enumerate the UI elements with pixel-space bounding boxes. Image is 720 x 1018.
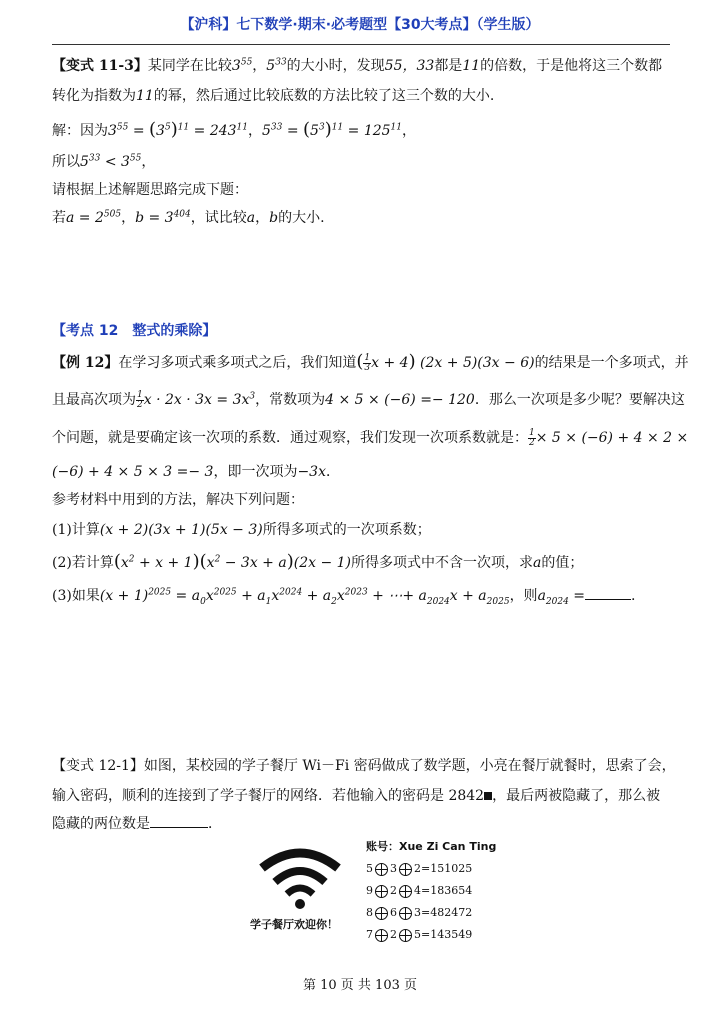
variant-12-1-line-1 [52,756,676,776]
circled-plus-icon [375,885,388,898]
cipher-equation [366,906,472,920]
math-fragment: 11 [136,88,154,104]
eq-digit: 9 [366,884,373,897]
math-fragment: 55，33 [384,58,435,74]
circled-plus-icon [399,863,412,876]
text-fragment: 在学习多项式乘多项式之后，我们知道 [118,355,357,371]
eq-result: 4=183654 [414,884,473,897]
eq-digit: 2 [390,884,397,897]
circled-plus-icon [399,907,412,920]
text-fragment: (2)若计算 [52,555,114,571]
text-fragment: ， [252,58,267,74]
text-fragment: 输入密码，顺利的连接到了学子餐厅的网络．若他输入的密码是 2842 [52,788,485,804]
example-12-question-1: (1)计算(x + 2)(3x + 1)(5x − 3)所得多项式的一次项系数； [52,522,431,538]
document-header: 【沪科】七下数学·期末·必考题型【30大考点】（学生版） [180,17,540,33]
cipher-equation [366,862,472,876]
answer-blank[interactable] [585,587,631,600]
example-12-line-1: 【例 12】在学习多项式乘多项式之后，我们知道( $\frac{1}{3}$ x + 4) (2x + 5)(3x − 6)的结果是一个多项式，并 [52,351,689,373]
example-12-question-2: (2)若计算$(x^2 + x + 1)(x^2 - 3x + a)(2x - 1)$所得多项式中不含一次项，求a的值； [52,551,584,572]
variant-11-3-label: 【变式 11-3】 [52,58,148,74]
text-fragment: ，试比较 [190,210,247,226]
text-fragment: ． [326,464,340,480]
variant-12-1-line-3 [52,814,222,834]
circled-plus-icon [375,929,388,942]
text-fragment: ，即一次项为 [213,464,298,480]
math-fragment: a [246,210,256,226]
eq-result: 2=151025 [414,862,473,875]
text-fragment: ， [121,210,136,226]
text-fragment: ，则 [509,588,538,604]
header-divider [52,44,670,45]
wifi-account: 账号：Xue Zi Can Ting [366,840,497,853]
text-fragment: 都是 [434,58,463,74]
variant-11-3-line-2 [52,86,494,106]
text-fragment: 所得多项式的一次项系数； [262,522,431,538]
text-fragment: 的结果是一个多项式，并 [534,355,689,371]
text-fragment: 所得多项式中不含一次项，求 [351,555,534,571]
eq-result: 3=482472 [414,906,473,919]
example-12-label: 【例 12】 [52,355,119,371]
section-title-12: 【考点 12 整式的乘除】 [52,323,217,339]
figure-caption: 学子餐厅欢迎你！ [250,918,338,931]
circled-plus-icon [375,863,388,876]
variant-11-3-prompt: 请根据上述解题思路完成下题： [52,182,248,198]
wifi-icon [258,844,342,910]
eq-digit: 2 [390,928,397,941]
answer-blank[interactable] [150,815,208,828]
text-fragment: 转化为指数为 [52,88,136,104]
text-fragment: ， [255,210,270,226]
text-fragment: . [631,588,636,604]
so-label: 所以 [52,154,80,170]
cipher-equation [366,884,472,898]
example-12-line-5: 参考材料中用到的方法，解决下列问题： [52,492,304,508]
text-fragment: (3)如果 [52,588,100,604]
solution-label: 解：因为 [52,123,108,139]
example-12-question-3: (3)如果$(x + 1)^{2025} = a_0x^{2025} + a_1x^{2024} + a_2x^{2023}$ + ⋯+ $a_{2024}x + a_{2025}$，则$a_{2024}$ = . [52,587,636,607]
math-fragment: 11 [462,58,481,74]
cipher-equation [366,928,472,942]
text-fragment: ，最后两被隐藏了，那么被 [492,788,661,804]
math-fragment: b [269,210,279,226]
text-fragment: 某同学在比较 [147,58,232,74]
text-fragment: 的大小时，发现 [286,58,385,74]
math-fragment: a [533,555,542,571]
text-fragment: (1)计算 [52,522,100,538]
text-fragment: 的值； [541,555,584,571]
text-fragment: 若 [52,210,66,226]
variant-12-1-label: 【变式 12-1】 [52,758,144,774]
text-fragment: 的幂，然后通过比较底数的方法比较了这三个数的大小. [153,88,495,104]
eq-digit: 8 [366,906,373,919]
variant-11-3-solution: 解：因为$3^{55} = (3^5)^{11} = 243^{11}$，$5^{33} = (5^3)^{11} = 125^{11}$， [52,119,416,140]
text-fragment: 且最高次项为 [52,392,136,408]
circled-plus-icon [399,885,412,898]
eq-digit: 7 [366,928,373,941]
circled-plus-icon [399,929,412,942]
variant-12-1-line-2 [52,786,660,806]
text-fragment: 的大小. [278,210,325,226]
example-12-line-2: 且最高次项为 $\frac{1}{2}$ $x \cdot 2x \cdot 3x = 3x^3$，常数项为4 × 5 × (−6) =− 120．那么一次项是多少呢？要解决这 [52,389,685,410]
text-fragment: ． [208,816,222,832]
eq-digit: 6 [390,906,397,919]
text-fragment: ，常数项为 [255,392,326,408]
variant-11-3-line-1: 【变式 11-3】某同学在比较$3^{55}$，$5^{33}$的大小时，发现55，33都是11的倍数，于是他将这三个数都 [52,57,663,74]
eq-digit: 3 [390,862,397,875]
text-fragment: 如图，某校园的学子餐厅 Wi－Fi 密码做成了数学题，小亮在餐厅就餐时，思索了会， [143,758,676,774]
eq-digit: 5 [366,862,373,875]
variant-11-3-question: 若$a = 2^{505}$，$b = 3^{404}$，试比较a，b的大小. [52,209,325,226]
text-fragment: ．那么一次项是多少呢？要解决这 [474,392,685,408]
text-fragment: 个问题，就是要确定该一次项的系数．通过观察，我们发现一次项系数就是： [52,430,528,446]
text-fragment: 隐藏的两位数是 [52,816,150,832]
variant-11-3-conclusion: 所以$5^{33} < 3^{55}$， [52,153,156,170]
example-12-line-3: 个问题，就是要确定该一次项的系数．通过观察，我们发现一次项系数就是： $\frac{1}{2}$ × 5 × (−6) + 4 × 2 × [52,427,689,448]
page-footer: 第 10 页 共 103 页 [302,978,418,993]
hidden-digits-square-icon [484,792,492,800]
example-12-line-4: (−6) + 4 × 5 × 3 =− 3，即一次项为−3x． [52,464,340,480]
circled-plus-icon [375,907,388,920]
text-fragment: 的倍数，于是他将这三个数都 [480,58,663,74]
eq-result: 5=143549 [414,928,473,941]
